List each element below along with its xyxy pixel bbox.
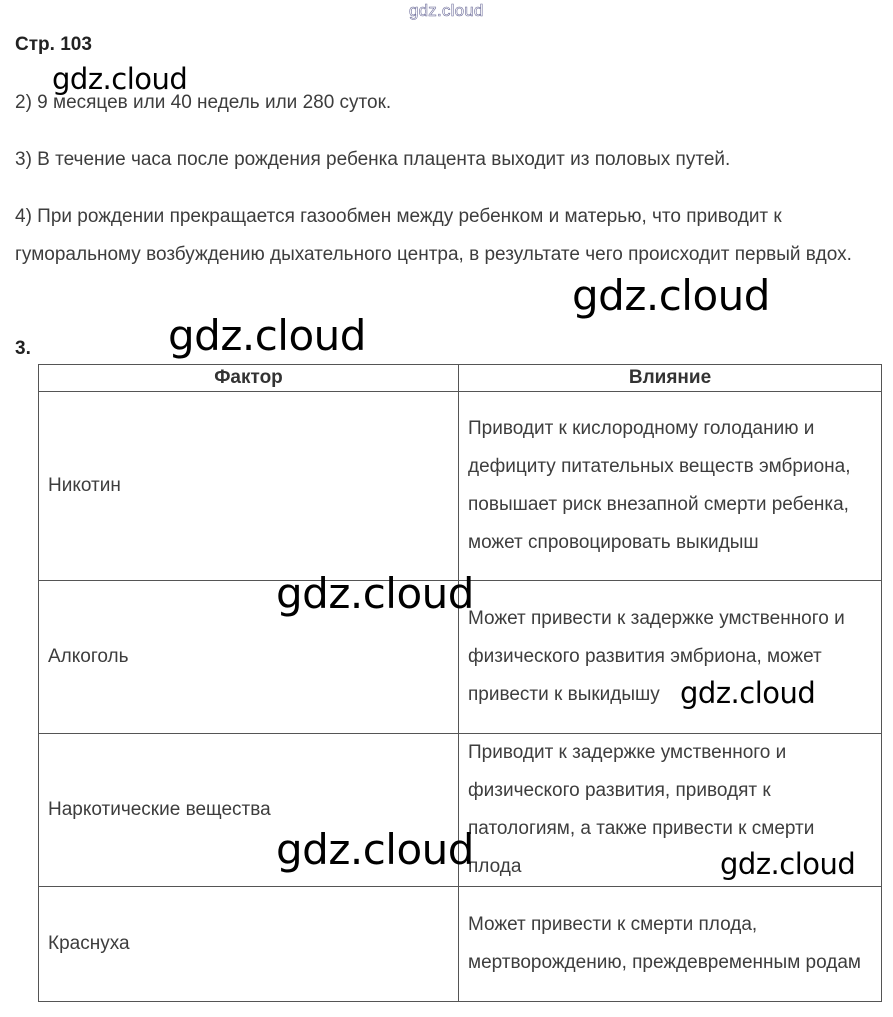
table-row: [39, 887, 882, 1002]
factor-cell: Алкоголь: [39, 581, 459, 734]
table-row: [39, 392, 882, 581]
factor-cell: Никотин: [39, 392, 459, 581]
watermark: gdz.cloud: [572, 271, 770, 320]
factor-cell: Краснуха: [39, 887, 459, 1002]
answer-3: 3) В течение часа после рождения ребенка плацента выходит из половых путей.: [15, 149, 731, 170]
effect-cell: Может привести к смерти плода, мертворождению, преждевременным родам: [459, 887, 882, 1002]
factor-cell: Наркотические вещества: [39, 734, 459, 887]
watermark: gdz.cloud: [52, 62, 188, 96]
answer-4: 4) При рождении прекращается газообмен между ребенком и матерью, что приводит к гуморальному возбуждению дыхательного центра, в результате чего происходит первый вдох.: [15, 206, 852, 265]
task-number: 3.: [15, 338, 31, 359]
header-effect: Влияние: [459, 365, 882, 392]
answer-2: 2) 9 месяцев или 40 недель или 280 суток.: [15, 92, 392, 113]
watermark: gdz.cloud: [168, 311, 366, 360]
header-factor: Фактор: [39, 365, 459, 392]
watermark: gdz.cloud: [720, 847, 856, 881]
page-label: Стр. 103: [15, 34, 92, 55]
watermark: gdz.cloud: [680, 676, 816, 710]
effect-cell: Приводит к задержке умственного и физического развития, приводят к патологиям, а также привести к смерти плода: [459, 734, 882, 887]
watermark: gdz.cloud: [276, 569, 474, 618]
watermark: gdz.cloud: [276, 825, 474, 874]
table-header-row: [39, 365, 882, 392]
effect-cell: Может привести к задержке умственного и физического развития эмбриона, может привести к выкидышу: [459, 581, 882, 734]
effect-cell: Приводит к кислородному голоданию и дефициту питательных веществ эмбриона, повышает риск внезапной смерти ребенка, может спровоцировать выкидыш: [459, 392, 882, 581]
top-site-watermark: gdz.cloud: [409, 1, 484, 20]
